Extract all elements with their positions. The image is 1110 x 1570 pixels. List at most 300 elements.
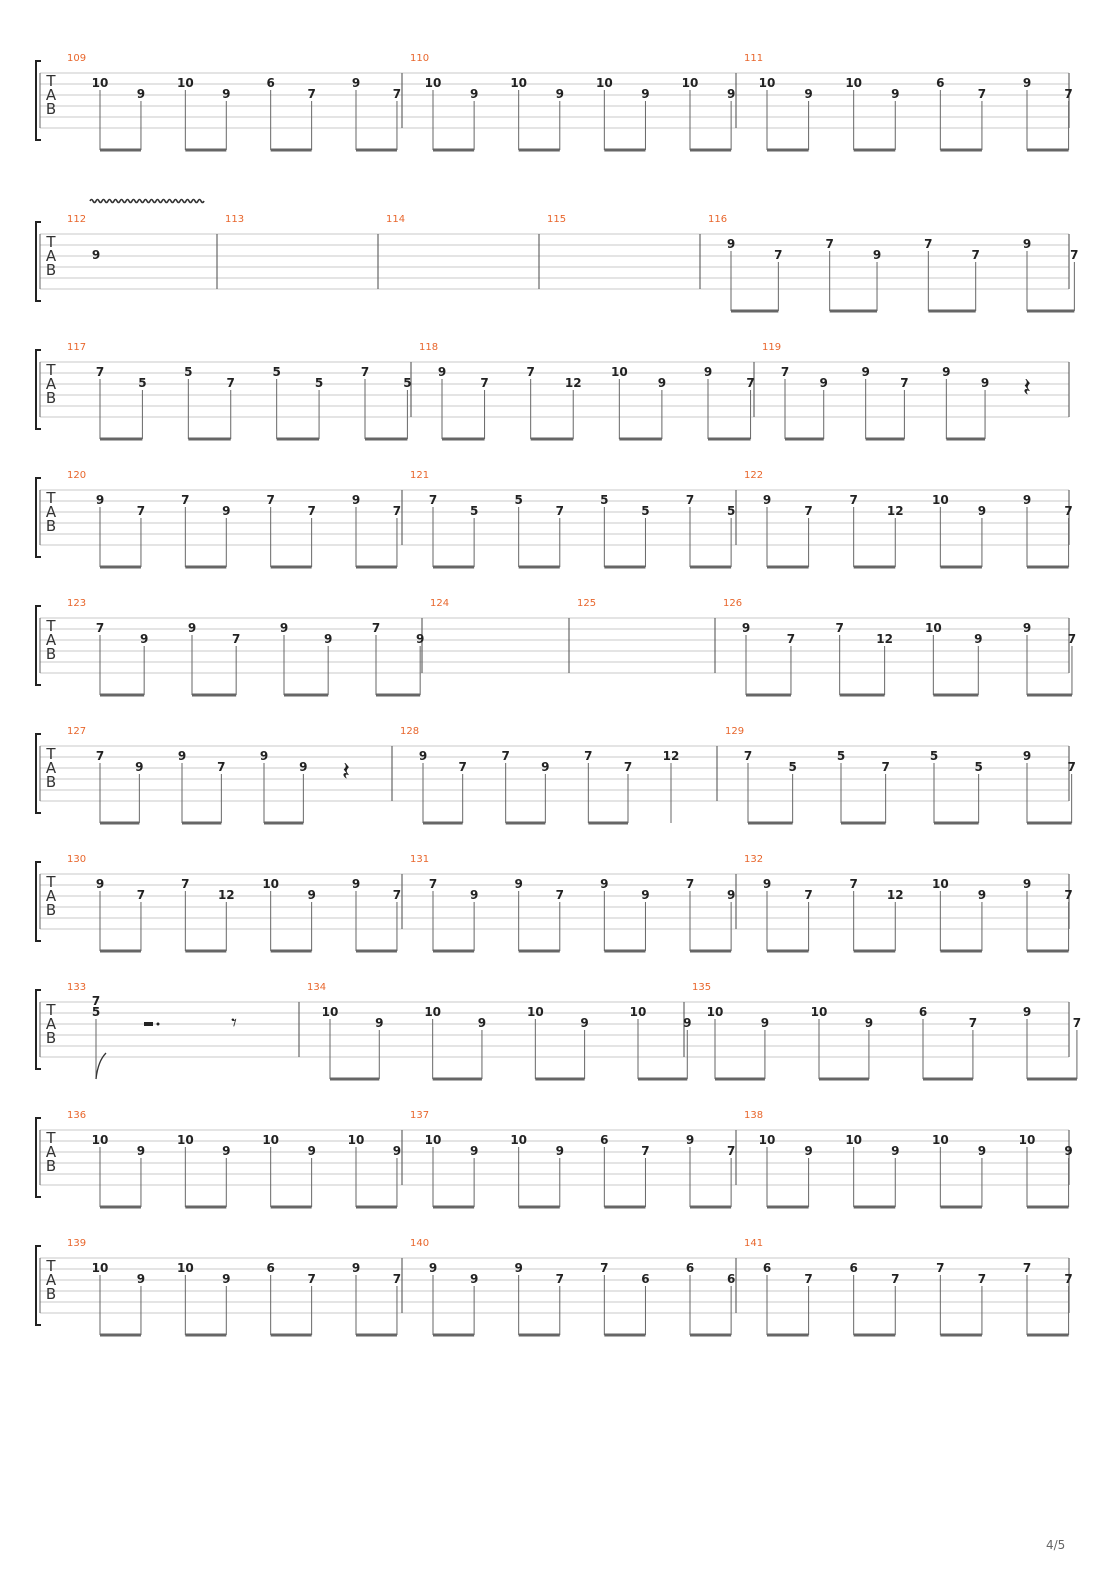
measure (67, 982, 237, 1079)
fret-number: 10 (176, 1133, 194, 1147)
fret-number: 5 (726, 504, 736, 518)
beamed-note-pair (429, 877, 478, 951)
fret-number: 10 (810, 1005, 828, 1019)
fret-number: 7 (977, 87, 987, 101)
fret-number: 9 (804, 87, 813, 101)
fret-number: 9 (819, 376, 828, 390)
beamed-note-pair (825, 237, 881, 311)
fret-number: 7 (217, 760, 226, 774)
measure-number: 110 (410, 53, 430, 64)
fret-number: 10 (91, 1133, 109, 1147)
fret-number: 9 (187, 621, 197, 635)
fret-number: 5 (600, 493, 609, 507)
tab-clef-letter: A (45, 247, 57, 265)
fret-number: 9 (760, 1016, 770, 1030)
fret-number: 7 (726, 1144, 736, 1158)
fret-number: 5 (929, 749, 939, 763)
fret-number: 5 (788, 760, 797, 774)
fret-number: 9 (726, 237, 736, 251)
fret-number: 9 (415, 632, 425, 646)
fret-number: 9 (469, 1272, 479, 1286)
fret-number: 7 (623, 760, 633, 774)
fret-number: 7 (900, 376, 909, 390)
tab-clef-letter: A (45, 887, 57, 905)
fret-number: 10 (681, 76, 699, 90)
tab-clef-letter: A (45, 1271, 57, 1289)
beamed-note-pair (727, 237, 783, 311)
fret-number: 7 (746, 376, 755, 390)
tab-clef-letter: T (46, 1001, 56, 1019)
tab-clef-letter: B (45, 1029, 57, 1047)
beamed-note-pair (930, 749, 983, 823)
fret-number: 10 (510, 76, 528, 90)
fret-number: 9 (872, 248, 882, 262)
fret-number: 6 (266, 76, 275, 90)
fret-number: 9 (977, 1144, 987, 1158)
beamed-note-pair (262, 877, 315, 951)
beamed-note-pair (600, 877, 649, 951)
tab-clef-letter: A (45, 631, 57, 649)
beamed-note-pair (429, 493, 478, 567)
measure-number: 127 (67, 726, 87, 737)
fret-number: 10 (526, 1005, 544, 1019)
measure-number: 112 (67, 214, 87, 225)
beamed-note-pair (322, 1005, 384, 1079)
tab-clef-letter: A (45, 503, 57, 521)
tab-clef-letter: B (45, 389, 57, 407)
fret-number: 10 (595, 76, 613, 90)
fret-number: 7 (428, 493, 438, 507)
tab-clef-letter: B (45, 773, 57, 791)
beamed-note-pair (924, 237, 980, 311)
beamed-note-pair (181, 877, 234, 951)
fret-number: 9 (477, 1016, 487, 1030)
tab-system (36, 53, 1073, 150)
fret-number: 9 (514, 877, 523, 891)
fret-number: 9 (95, 493, 105, 507)
fret-number: 9 (351, 877, 361, 891)
beamed-note-pair (682, 76, 736, 150)
fret-number: 9 (1022, 621, 1032, 635)
fret-number: 6 (726, 1272, 736, 1286)
beamed-note-pair (280, 621, 333, 695)
beamed-note-pair (1023, 621, 1076, 695)
measure-number: 140 (410, 1238, 430, 1249)
beamed-note-pair (781, 365, 828, 439)
tab-clef-letter: T (46, 233, 56, 251)
fret-number: 7 (786, 632, 796, 646)
fret-number: 9 (980, 376, 990, 390)
fret-number: 7 (555, 1272, 564, 1286)
fret-number: 7 (307, 504, 316, 518)
measure (744, 53, 1073, 150)
measure-number: 123 (67, 598, 87, 609)
fret-number: 9 (762, 493, 772, 507)
beamed-note-pair (266, 493, 315, 567)
measure (67, 53, 401, 150)
vibrato-mark (90, 200, 204, 203)
fret-number: 7 (1064, 888, 1073, 902)
beamed-note-pair (925, 621, 982, 695)
fret-number: 9 (418, 749, 428, 763)
tab-clef-letter: A (45, 86, 57, 104)
tab-system (36, 200, 1079, 312)
measure (67, 598, 424, 695)
beamed-note-pair (429, 1261, 478, 1335)
fret-number: 6 (685, 1261, 695, 1275)
beamed-note-pair (584, 749, 632, 823)
fret-number: 9 (555, 1144, 564, 1158)
fret-number: 7 (804, 504, 813, 518)
fret-number: 7 (95, 749, 105, 763)
fret-number: 7 (600, 1261, 609, 1275)
tab-clef-letter: T (46, 873, 56, 891)
beamed-note-pair (837, 749, 890, 823)
measure (692, 982, 1081, 1079)
measure-number: 120 (67, 470, 87, 481)
beamed-note-pair (352, 1261, 401, 1335)
fret-number: 9 (683, 1016, 692, 1030)
fret-number: 7 (1070, 248, 1079, 262)
tab-clef-letter: A (45, 1015, 57, 1033)
fret-number: 5 (184, 365, 193, 379)
fret-number: 9 (580, 1016, 589, 1030)
fret-number: 9 (135, 760, 144, 774)
fret-number: 7 (743, 749, 753, 763)
fret-number: 7 (881, 760, 890, 774)
beamed-note-pair (352, 76, 401, 150)
beamed-note-pair (744, 749, 797, 823)
tab-clef-letter: T (46, 361, 56, 379)
beamed-note-pair (759, 76, 813, 150)
fret-number: 7 (1064, 87, 1073, 101)
measure-number: 131 (410, 854, 430, 865)
beamed-note-pair (686, 1261, 735, 1335)
fret-number: 9 (222, 1144, 231, 1158)
measure (67, 214, 100, 262)
measure (400, 726, 679, 823)
tab-clef-letter: A (45, 1143, 57, 1161)
fret-number: 9 (1022, 877, 1032, 891)
beamed-note-pair (424, 1005, 486, 1079)
fret-number: 7 (428, 877, 438, 891)
measure-number: 119 (762, 342, 782, 353)
beamed-note-pair (1019, 1133, 1073, 1207)
fret-number: 9 (555, 87, 564, 101)
beamed-note-pair (178, 749, 226, 823)
fret-number: 9 (685, 1133, 695, 1147)
beamed-note-pair (184, 365, 235, 439)
fret-number: 9 (136, 87, 146, 101)
fret-number: 9 (428, 1261, 438, 1275)
fret-number: 10 (424, 1133, 442, 1147)
fret-number: 9 (323, 632, 333, 646)
fret-number: 9 (762, 877, 772, 891)
measure (744, 1110, 1073, 1207)
dotted-half-rest (144, 1022, 153, 1026)
measure (386, 214, 405, 225)
tab-clef-letter: T (46, 745, 56, 763)
fret-number: 6 (849, 1261, 858, 1275)
beamed-note-pair (936, 1261, 986, 1335)
fret-number: 7 (231, 632, 241, 646)
measure (744, 1238, 1073, 1335)
fret-number: 10 (610, 365, 628, 379)
measure (547, 214, 566, 225)
fret-number: 10 (91, 1261, 109, 1275)
fret-number: 7 (936, 1261, 945, 1275)
fret-number: 7 (774, 248, 783, 262)
beamed-note-pair (96, 749, 144, 823)
fret-number: 9 (469, 1144, 479, 1158)
beamed-note-pair (177, 76, 230, 150)
fret-number: 7 (458, 760, 467, 774)
fret-number: 12 (886, 888, 904, 902)
beamed-note-pair (177, 1133, 230, 1207)
fret-number: 7 (825, 237, 834, 251)
fret-number: 12 (564, 376, 582, 390)
fret-number: 10 (424, 76, 442, 90)
measure-number: 135 (692, 982, 712, 993)
measure (67, 342, 412, 439)
fret-number: 7 (1067, 632, 1077, 646)
fret-number: 7 (307, 87, 316, 101)
fret-number: 9 (222, 504, 231, 518)
measure-number: 113 (225, 214, 245, 225)
fret-number: 7 (924, 237, 933, 251)
measure (67, 726, 350, 823)
fret-number: 9 (222, 1272, 231, 1286)
beamed-note-pair (260, 749, 308, 823)
tab-clef-letter: T (46, 489, 56, 507)
measure (577, 598, 596, 609)
measure-number: 109 (67, 53, 87, 64)
fret-number: 9 (1022, 749, 1032, 763)
tab-system (36, 1110, 1073, 1207)
measure (708, 214, 1079, 311)
beamed-note-pair (514, 493, 563, 567)
measure-number: 129 (725, 726, 745, 737)
fret-number: 5 (272, 365, 281, 379)
fret-number: 7 (360, 365, 370, 379)
quarter-rest: 𝄽 (1023, 373, 1031, 403)
beamed-note-pair (763, 877, 813, 951)
measure-number: 134 (307, 982, 327, 993)
fret-number: 10 (758, 1133, 776, 1147)
beamed-note-pair (527, 1005, 589, 1079)
measure-number: 136 (67, 1110, 87, 1121)
fret-number: 10 (262, 1133, 280, 1147)
beamed-note-pair (849, 877, 903, 951)
beamed-note-pair (526, 365, 581, 439)
beamed-note-pair (600, 1261, 649, 1335)
fret-number: 6 (266, 1261, 275, 1275)
fret-number: 7 (835, 621, 844, 635)
beamed-note-pair (96, 365, 147, 439)
tab-clef-letter: B (45, 901, 57, 919)
fret-number: 9 (95, 877, 105, 891)
fret-number: 9 (514, 1261, 523, 1275)
beamed-note-pair (845, 76, 899, 150)
fret-number: 10 (931, 877, 949, 891)
tab-clef-letter: B (45, 1157, 57, 1175)
beamed-note-pair (425, 1133, 479, 1207)
fret-number: 9 (641, 888, 650, 902)
beamed-note-pair (510, 1133, 564, 1207)
fret-number: 7 (95, 365, 105, 379)
measure (307, 982, 691, 1079)
beamed-note-pair (686, 1133, 735, 1207)
fret-number: 7 (780, 365, 790, 379)
measure (762, 342, 1031, 439)
measure-number: 124 (430, 598, 450, 609)
beamed-note-pair (92, 1133, 145, 1207)
fret-number: 9 (392, 1144, 402, 1158)
beamed-note-pair (686, 877, 735, 951)
measure (410, 854, 735, 951)
beamed-note-pair (704, 365, 755, 439)
fret-number: 10 (321, 1005, 339, 1019)
measure-number: 121 (410, 470, 430, 481)
fret-number: 9 (177, 749, 187, 763)
fret-number: 9 (351, 1261, 361, 1275)
fret-number: 9 (703, 365, 713, 379)
fret-number: 10 (176, 76, 194, 90)
tab-system (36, 726, 1076, 823)
beamed-note-pair (707, 1005, 769, 1079)
fret-number: 7 (392, 888, 402, 902)
fret-number: 9 (351, 493, 361, 507)
fret-number: 7 (555, 504, 564, 518)
measure (744, 854, 1073, 951)
fret-number: 7 (849, 493, 858, 507)
fret-number: 7 (804, 1272, 813, 1286)
fret-number: 6 (641, 1272, 650, 1286)
beamed-note-pair (1023, 1261, 1073, 1335)
measure-number: 138 (744, 1110, 764, 1121)
fret-number: 9 (1022, 493, 1032, 507)
tab-system (36, 342, 1069, 439)
beamed-note-pair (596, 76, 650, 150)
fret-number: 9 (942, 365, 951, 379)
fret-number: 5 (469, 504, 479, 518)
fret-number: 9 (641, 87, 650, 101)
fret-number: 9 (600, 877, 609, 891)
beamed-note-pair (1023, 237, 1079, 311)
beamed-note-pair (419, 749, 467, 823)
beamed-note-pair (348, 1133, 401, 1207)
beamed-note-pair (266, 76, 315, 150)
eighth-rest: 𝄾 (231, 1011, 237, 1036)
fret-number: 9 (307, 1144, 316, 1158)
fret-number: 10 (176, 1261, 194, 1275)
fret-number: 9 (726, 87, 736, 101)
fret-number: 5 (514, 493, 523, 507)
beamed-note-pair (92, 76, 145, 150)
fret-number: 5 (314, 376, 324, 390)
fret-number: 7 (555, 888, 564, 902)
measure (419, 342, 755, 439)
beamed-note-pair (630, 1005, 692, 1079)
beamed-note-pair (942, 365, 989, 439)
fret-number: 9 (541, 760, 550, 774)
beamed-note-pair (188, 621, 241, 695)
fret-number: 5 (403, 376, 412, 390)
tab-system (36, 854, 1073, 951)
measure (67, 1238, 401, 1335)
fret-number: 9 (437, 365, 447, 379)
fret-number: 7 (1064, 1272, 1073, 1286)
fret-number: 9 (259, 749, 269, 763)
fret-number: 7 (685, 493, 695, 507)
fret-number: 7 (392, 87, 402, 101)
measure (410, 1238, 735, 1335)
beamed-note-pair (510, 76, 564, 150)
beamed-note-pair (932, 1133, 986, 1207)
fret-number: 7 (181, 877, 190, 891)
fret-number: 7 (266, 493, 275, 507)
fret-number: 12 (876, 632, 893, 646)
measure (67, 854, 401, 951)
tab-clef-letter: B (45, 100, 57, 118)
fret-number: 7 (641, 1144, 650, 1158)
fret-number: 9 (136, 1144, 146, 1158)
fret-number: 9 (726, 888, 736, 902)
beamed-note-pair (936, 76, 986, 150)
fret-number: 7 (804, 888, 813, 902)
fret-number: 7 (968, 1016, 978, 1030)
beamed-note-pair (96, 493, 145, 567)
fret-number: 7 (91, 994, 101, 1008)
beamed-note-pair (919, 1005, 977, 1079)
fret-number: 7 (480, 376, 489, 390)
beamed-note-pair (96, 877, 145, 951)
fret-number: 10 (758, 76, 776, 90)
beamed-note-pair (425, 76, 479, 150)
fret-number: 9 (864, 1016, 874, 1030)
tab-clef-letter: A (45, 375, 57, 393)
beamed-note-pair (686, 493, 735, 567)
fret-number: 6 (936, 76, 945, 90)
fret-number: 9 (1022, 76, 1032, 90)
fret-number: 7 (501, 749, 510, 763)
fret-number: 7 (136, 888, 146, 902)
beamed-note-pair (266, 1261, 315, 1335)
tab-clef-letter: B (45, 261, 57, 279)
fret-number: 9 (1022, 1005, 1032, 1019)
fret-number: 7 (226, 376, 235, 390)
beamed-note-pair (501, 749, 549, 823)
beamed-note-pair (272, 365, 323, 439)
measure-number: 117 (67, 342, 87, 353)
measure-number: 126 (723, 598, 743, 609)
fret-number: 9 (299, 760, 308, 774)
fret-number: 5 (138, 376, 147, 390)
fret-number: 9 (351, 76, 361, 90)
beamed-note-pair (811, 1005, 873, 1079)
measure (430, 598, 449, 609)
measure (744, 470, 1073, 567)
measure-number: 139 (67, 1238, 87, 1249)
fret-number: 5 (641, 504, 650, 518)
fret-number: 10 (706, 1005, 724, 1019)
fret-number: 6 (762, 1261, 772, 1275)
fret-number: 7 (1064, 504, 1073, 518)
beamed-note-pair (352, 877, 401, 951)
measure (67, 1110, 401, 1207)
fret-number: 7 (971, 248, 980, 262)
fret-number: 12 (886, 504, 904, 518)
